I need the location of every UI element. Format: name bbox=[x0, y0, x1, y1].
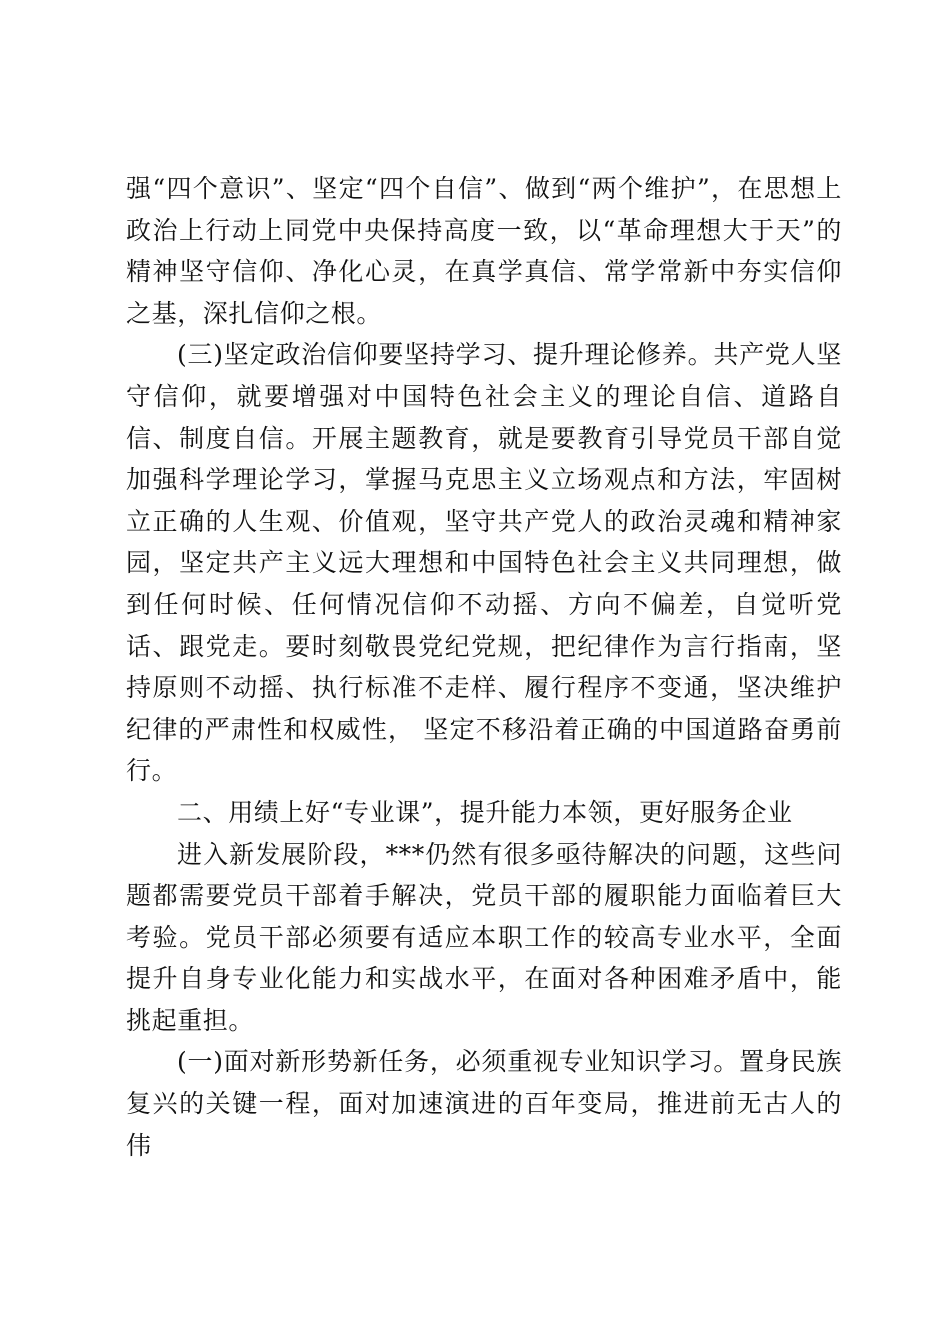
paragraph-section-1: (一)面对新形势新任务，必须重视专业知识学习。置身民族复兴的关键一程，面对加速演进的百年变局，推进前无古人的伟 bbox=[126, 1047, 842, 1160]
paragraph-section-3: (三)坚定政治信仰要坚持学习、提升理论修养。共产党人坚守信仰，就要增强对中国特色社会主义的理论自信、道路自信、制度自信。开展主题教育，就是要教育引导党员干部自觉加强科学理论学习，掌握马克思主义立场观点和方法，牢固树立正确的人生观、价值观，坚守共产党人的政治灵魂和精神家园，坚定共产主义远大理想和中国特色社会主义共同理想，做到任何时候、任何情况信仰不动摇、方向不偏差，自觉听党话、跟党走。要时刻敬畏党纪党规，把纪律作为言行指南，坚持原则不动摇、执行标准不走样、履行程序不变通，坚决维护纪律的严肃性和权威性， 坚定不移沿着正确的中国道路奋勇前行。 bbox=[126, 340, 842, 786]
paragraph-part-2-intro: 进入新发展阶段，***仍然有很多亟待解决的问题，这些问题都需要党员干部着手解决，党员干部的履职能力面临着巨大考验。党员干部必须要有适应本职工作的较高专业水平，全面提升自身专业化能力和实战水平，在面对各种困难矛盾中，能挑起重担。 bbox=[126, 839, 842, 1035]
section-heading-part-2: 二、用绩上好“专业课”，提升能力本领，更好服务企业 bbox=[177, 797, 793, 827]
document-page bbox=[126, 168, 842, 1166]
paragraph-continuation: 强“四个意识”、坚定“四个自信”、做到“两个维护”，在思想上政治上行动上同党中央保持高度一致，以“革命理想大于天”的精神坚守信仰、净化心灵，在真学真信、常学常新中夯实信仰之基，深扎信仰之根。 bbox=[126, 174, 842, 328]
